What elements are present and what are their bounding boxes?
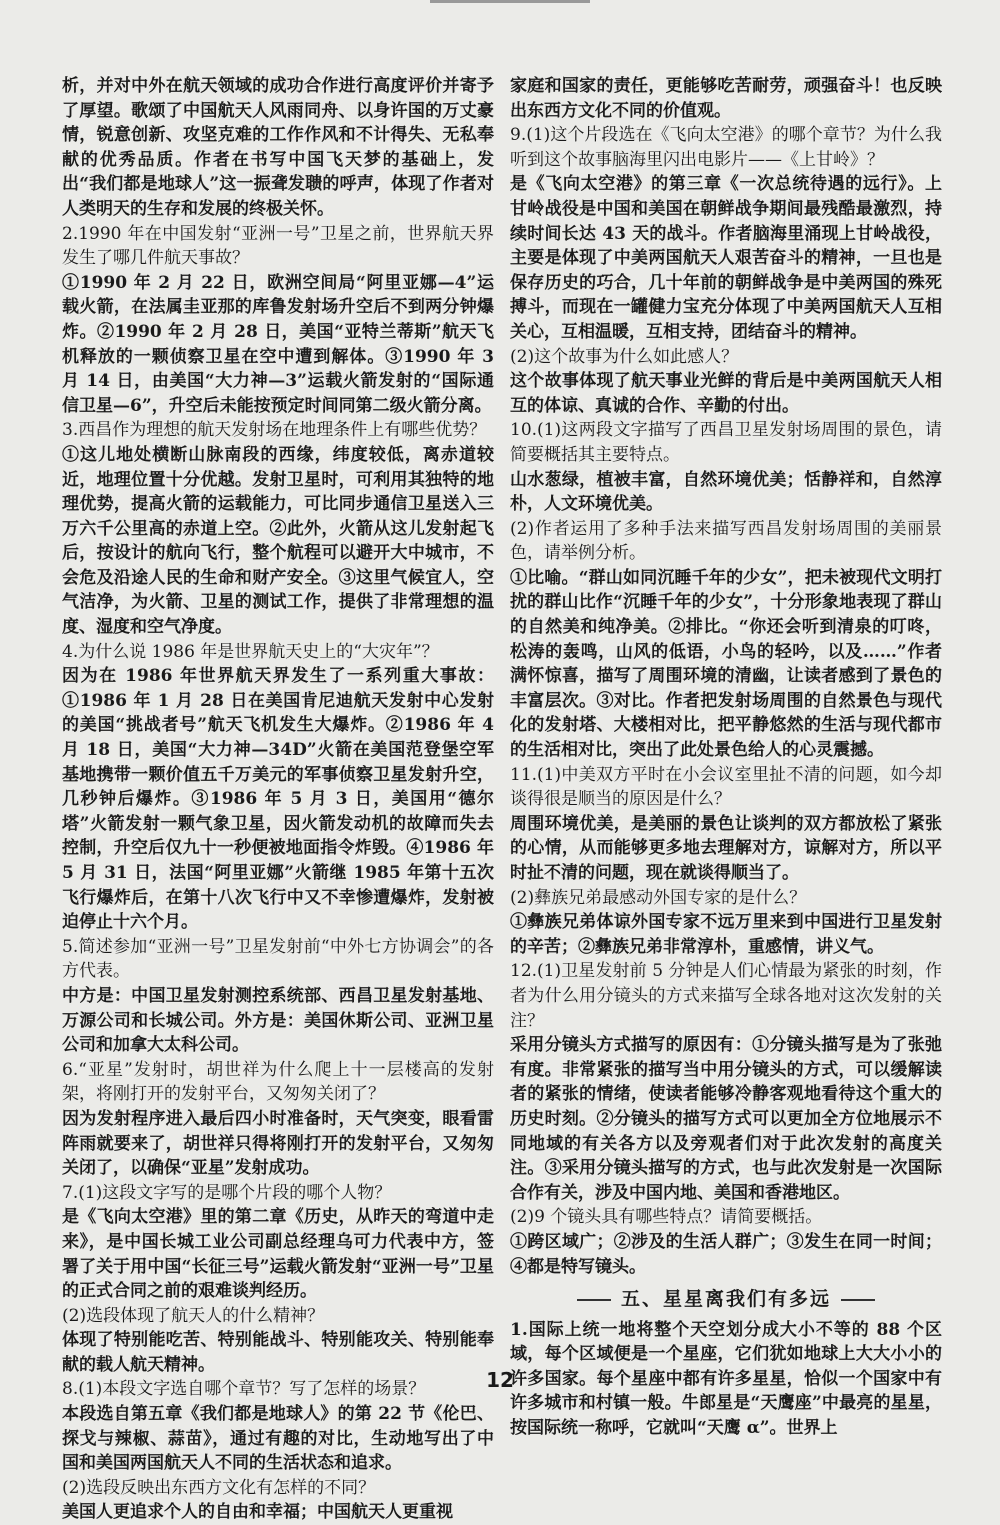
- question-text: 2.1990 年在中国发射“亚洲一号”卫星之前，世界航天界发生了哪几件航天事故？: [62, 223, 494, 269]
- answer-text: 体现了特别能吃苦、特别能战斗、特别能攻关、特别能奉献的载人航天精神。: [62, 1330, 494, 1375]
- title-rule-right: [841, 1299, 875, 1301]
- question-text: 5.简述参加“亚洲一号”卫星发射前“中外七方协调会”的各方代表。: [62, 936, 494, 982]
- right-column: [510, 74, 942, 1441]
- question-text: 10.(1)这两段文字描写了西昌卫星发射场周围的景色，请简要概括其主要特点。: [510, 420, 942, 465]
- answer-text: ①彝族兄弟体谅外国专家不远万里来到中国进行卫星发射的辛苦；②彝族兄弟非常淳朴，重感情，讲义气。: [510, 912, 942, 957]
- answer-text: 中方是：中国卫星发射测控系统部、西昌卫星发射基地、万源公司和长城公司。外方是：美国休斯公司、亚洲卫星公司和加拿大太科公司。: [62, 985, 494, 1056]
- question-text: 6.“亚星”发射时，胡世祥为什么爬上十一层楼高的发射架，将刚打开的发射平台，又匆匆关闭了？: [62, 1059, 494, 1105]
- answer-text: 这个故事体现了航天事业光鲜的背后是中美两国航天人相互的体谅、真诚的合作、辛勤的付出。: [510, 371, 942, 416]
- answer-text: 美国人更追求个人的自由和幸福；中国航天人更重视: [62, 1502, 453, 1523]
- answer-text: ①跨区域广；②涉及的生活人群广；③发生在同一时间；④都是特写镜头。: [510, 1231, 942, 1277]
- answer-text: 本段选自第五章《我们都是地球人》的第 22 节《伦巴、探戈与辣椒、蒜苗》，通过有趣的对比，生动地写出了中国和美国两国航天人不同的生活状态和追求。: [62, 1404, 494, 1474]
- answer-text: 家庭和国家的责任，更能够吃苦耐劳，顽强奋斗！也反映出东西方文化不同的价值观。: [510, 76, 942, 121]
- answer-text: 析，并对中外在航天领域的成功合作进行高度评价并寄予了厚望。歌颂了中国航天人风雨同舟、以身许国的万丈豪情，锐意创新、攻坚克难的工作作风和不计得失、无私奉献的优秀品质。作者在书写中国飞天梦的基础上，发出“我们都是地球人”这一振聋发聩的呼声，体现了作者对人类明天的生存和发展的终极关怀。: [62, 76, 494, 219]
- answer-text: ①比喻。“群山如同沉睡千年的少女”，把未被现代文明打扰的群山比作“沉睡千年的少女”，十分形象地表现了群山的自然美和纯净美。②排比。“你还会听到清泉的叮咚，松涛的轰鸣，山风的低语，小鸟的轻吟，以及……”作者满怀惊喜，描写了周围环境的清幽，让读者感到了景色的丰富层次。③对比。作者把发射场周围的自然景色与现代化的发射塔、大楼相对比，把平静悠然的生活与现代都市的生活相对比，突出了此处景色给人的心灵震撼。: [510, 567, 942, 761]
- question-text: (2)选段体现了航天人的什么精神？: [62, 1305, 325, 1326]
- question-text: 7.(1)这段文字写的是哪个片段的哪个人物？: [62, 1182, 392, 1203]
- answer-text: 因为在 1986 年世界航天界发生了一系列重大事故：①1986 年 1 月 28 日在美国肯尼迪航天发射中心发射的美国“挑战者号”航天飞机发生大爆炸。②1986 年 4 月 18 日，美国“大力神—34D”火箭在美国范登堡空军基地携带一颗价值五千万美元的军事侦察卫星发射升空，几秒钟后爆炸。③1986 年 5 月 3 日，美国用“德尔塔”火箭发射一颗气象卫星，因火箭发动机的故障而失去控制，升空后仅九十一秒便被地面指令炸毁。④1986 年 5 月 31 日，法国“阿里亚娜”火箭继 1985 年第十五次飞行爆炸后，在第十八次飞行中又不幸惨遭爆炸，发射被迫停止十六个月。: [62, 666, 494, 933]
- answer-text: 1.国际上统一地将整个天空划分成大小不等的 88 个区域，每个区域便是一个星座，它们犹如地球上大大小小的许多国家。每个星座中都有许多星星，恰似一个国家中有许多城市和村镇一般。牛郎星是“天鹰座”中最亮的星星，按国际统一称呼，它就叫“天鹰 α”。世界上: [510, 1319, 942, 1439]
- answer-text: 因为发射程序进入最后四小时准备时，天气突变，眼看雷阵雨就要来了，胡世祥只得将刚打开的发射平台，又匆匆关闭了，以确保“亚星”发射成功。: [62, 1108, 494, 1179]
- question-text: 4.为什么说 1986 年是世界航天史上的“大灾年”？: [62, 641, 439, 662]
- page-number: 12: [486, 1368, 514, 1392]
- answer-text: ①这儿地处横断山脉南段的西缘，纬度较低，离赤道较近，地理位置十分优越。发射卫星时，可利用其独特的地理优势，提高火箭的运载能力，可比同步通信卫星送入三万六千公里高的赤道上空。②此外，火箭从这儿发射起飞后，按设计的航向飞行，整个航程可以避开大中城市，不会危及沿途人民的生命和财产安全。③这里气候宜人，空气洁净，为火箭、卫星的测试工作，提供了非常理想的温度、湿度和空气净度。: [62, 444, 494, 638]
- question-text: 9.(1)这个片段选在《飞向太空港》的哪个章节？为什么我听到这个故事脑海里闪出电影片——《上甘岭》？: [510, 125, 942, 170]
- answer-text: 周围环境优美，是美丽的景色让谈判的双方都放松了紧张的心情，从而能够更多地去理解对方，谅解对方，所以平时扯不清的问题，现在就谈得顺当了。: [510, 813, 942, 883]
- question-text: 11.(1)中美双方平时在小会议室里扯不清的问题，如今却谈得很是顺当的原因是什么？: [510, 764, 942, 810]
- question-text: 8.(1)本段文字选自哪个章节？写了怎样的场景？: [62, 1379, 426, 1400]
- question-text: 12.(1)卫星发射前 5 分钟是人们心情最为紧张的时刻，作者为什么用分镜头的方式来描写全球各地对这次发射的关注？: [510, 961, 942, 1031]
- question-text: (2)9 个镜头具有哪些特点？请简要概括。: [510, 1207, 823, 1228]
- question-text: (2)彝族兄弟最感动外国专家的是什么？: [510, 887, 807, 908]
- top-edge-mark: [430, 0, 590, 3]
- question-text: (2)选段反映出东西方文化有怎样的不同？: [62, 1477, 376, 1498]
- answer-text: 是《飞向太空港》里的第二章《历史，从昨天的弯道中走来》，是中国长城工业公司副总经理乌可力代表中方，签署了关于用中国“长征三号”运载火箭发射“亚洲一号”卫星的正式合同之前的艰难谈判经历。: [62, 1207, 494, 1302]
- answer-text: 采用分镜头方式描写的原因有：①分镜头描写是为了张弛有度。非常紧张的描写当中用分镜头的方式，可以缓解读者的紧张的情绪，使读者能够冷静客观地看待这个重大的历史时刻。②分镜头的描写方式可以更加全方位地展示不同地域的有关各方以及旁观者们对于此次发射的高度关注。③采用分镜头描写的方式，也与此次发射是一次国际合作有关，涉及中国内地、美国和香港地区。: [510, 1035, 942, 1203]
- question-text: (2)这个故事为什么如此感人？: [510, 346, 739, 367]
- answer-text: ①1990 年 2 月 22 日，欧洲空间局“阿里亚娜—4”运载火箭，在法属圭亚那的库鲁发射场升空后不到两分钟爆炸。②1990 年 2 月 28 日，美国“亚特兰蒂斯”航天飞机释放的一颗侦察卫星在空中遭到解体。③1990 年 3 月 14 日，由美国“大力神—3”运载火箭发射的“国际通信卫星—6”，升空后未能按预定时间同第二级火箭分离。: [62, 272, 494, 416]
- section-title-text: 五、星星离我们有多远: [620, 1288, 831, 1311]
- question-text: (2)作者运用了多种手法来描写西昌发射场周围的美丽景色，请举例分析。: [510, 518, 942, 564]
- answer-text: 是《飞向太空港》的第三章《一次总统待遇的远行》。上甘岭战役是中国和美国在朝鲜战争期间最残酷最激烈，持续时间长达 43 天的战斗。作者脑海里涌现上甘岭战役，主要是体现了中美两国航天人艰苦奋斗的精神，一旦也是保存历史的巧合，几十年前的朝鲜战争是中美两国的殊死搏斗，而现在一罐健力宝充分体现了中美两国航天人互相关心，互相温暖，互相支持，团结奋斗的精神。: [510, 174, 942, 342]
- left-column: [62, 74, 494, 1525]
- title-rule-left: [577, 1299, 611, 1301]
- answer-text: 山水葱绿，植被丰富，自然环境优美；恬静祥和，自然淳朴，人文环境优美。: [510, 469, 942, 515]
- question-text: 3.西昌作为理想的航天发射场在地理条件上有哪些优势？: [62, 420, 487, 441]
- section-title: [510, 1287, 942, 1312]
